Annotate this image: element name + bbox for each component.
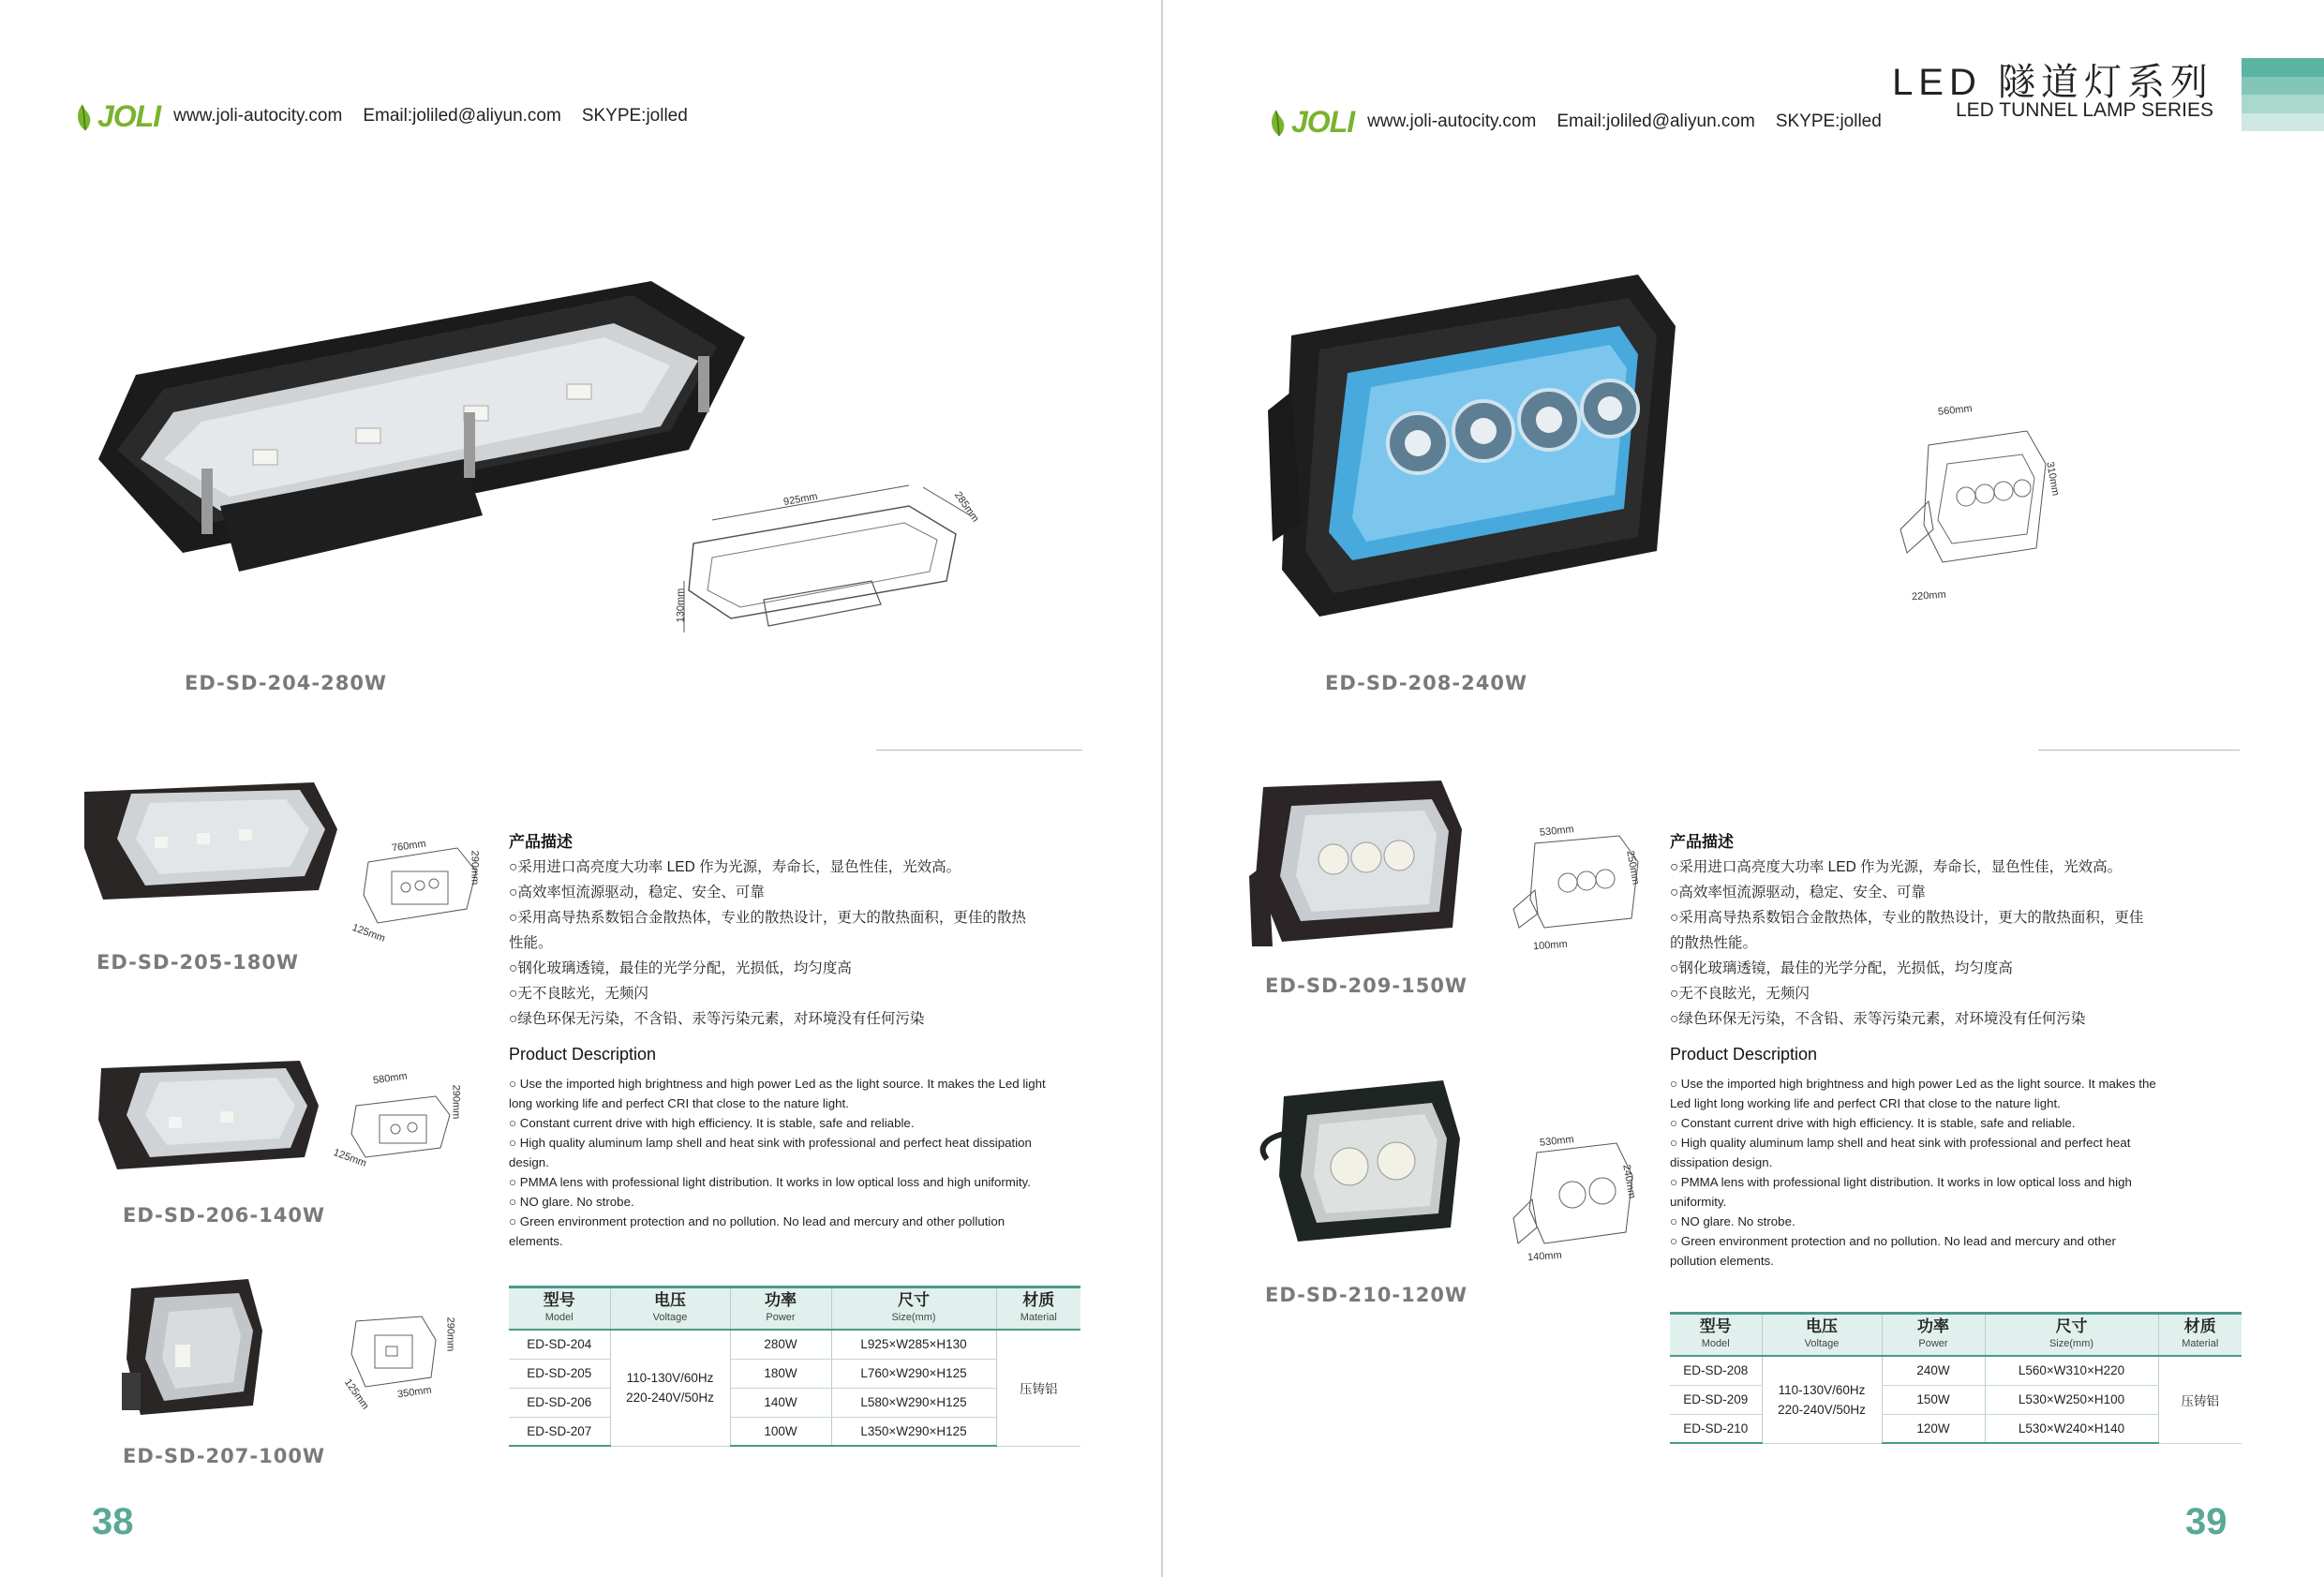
website-link[interactable]: www.joli-autocity.com [173,106,343,126]
dim-label: 125mm [332,1147,368,1169]
color-stripes [2242,58,2324,131]
dim-label: 220mm [1911,588,1947,603]
model-label-ed-sd-204: ED-SD-204-280W [185,672,388,694]
dim-label: 140mm [1527,1249,1563,1264]
dim-label: 125mm [341,1376,371,1412]
cell-power: 150W [1882,1385,1985,1414]
cell-size: L580×W290×H125 [831,1388,996,1417]
series-title: LED 隧道灯系列 [1892,62,2213,103]
model-label-ed-sd-207: ED-SD-207-100W [123,1445,326,1467]
product-photo-ed-sd-206 [94,1049,319,1171]
desc-cn-line: ○绿色环保无污染，不含铅、汞等污染元素，对环境没有任何污染 [1670,1011,2086,1027]
cell-size: L530×W240×H140 [1985,1414,2158,1443]
header [73,97,708,135]
desc-en-line: design. [509,1155,549,1169]
dim-label: 560mm [1937,403,1974,418]
dim-label: 100mm [1532,938,1569,953]
cell-power: 120W [1882,1414,1985,1443]
table-row [509,1417,1080,1446]
desc-en-line: ○ Green environment protection and no pollution. No lead and mercury and other [1670,1234,2116,1248]
desc-cn-line: ○绿色环保无污染，不含铅、汞等污染元素，对环境没有任何污染 [509,1011,925,1027]
desc-en-line: ○ Constant current drive with high efficiency. It is stable, safe and reliable. [509,1116,915,1130]
model-label-ed-sd-206: ED-SD-206-140W [123,1204,326,1227]
cell-size: L560×W310×H220 [1985,1356,2158,1385]
desc-cn-line: 的散热性能。 [1670,935,1758,951]
cell-size: L925×W285×H130 [831,1330,996,1359]
table-row [1670,1385,2242,1414]
dim-label: 530mm [1539,824,1575,839]
divider [2038,750,2240,751]
email-link[interactable]: Email:joliled@aliyun.com [1557,112,1755,131]
page-number: 38 [92,1501,134,1542]
cell-power: 100W [730,1417,831,1446]
desc-en-line: elements. [509,1234,563,1248]
cell-model: ED-SD-204 [509,1330,610,1359]
col-header-power: 功率 Power [1882,1314,1985,1357]
product-photo-ed-sd-205 [80,773,342,904]
email-link[interactable]: Email:joliled@aliyun.com [363,106,561,126]
divider [876,750,1082,751]
col-header-material: 材质 Material [996,1287,1080,1331]
desc-cn-line: ○高效率恒流源驱动，稳定、安全、可靠 [509,885,765,900]
product-photo-ed-sd-208 [1263,270,1676,626]
model-label-ed-sd-208: ED-SD-208-240W [1325,672,1528,694]
leaf-icon [1267,106,1291,138]
desc-en-line: ○ NO glare. No strobe. [509,1195,634,1209]
desc-en-line: Led light long working life and perfect CRI that close to the nature light. [1670,1096,2061,1110]
dim-label: 125mm [350,922,387,945]
desc-en-line: long working life and perfect CRI that close to the nature light. [509,1096,849,1110]
desc-en-line: ○ Use the imported high brightness and high power Led as the light source. It makes the [1670,1077,2156,1091]
cell-size: L530×W250×H100 [1985,1385,2158,1414]
desc-en-title: Product Description [509,1045,657,1064]
desc-en-line: ○ Green environment protection and no pollution. No lead and mercury and other pollution [509,1214,1006,1228]
col-header-material: 材质 Material [2158,1314,2242,1357]
product-photo-ed-sd-209 [1244,773,1469,956]
skype-id: SKYPE:jolled [581,106,688,126]
model-label-ed-sd-210: ED-SD-210-120W [1265,1284,1468,1306]
website-link[interactable]: www.joli-autocity.com [1367,112,1537,131]
cell-size: L760×W290×H125 [831,1359,996,1388]
leaf-icon [73,100,97,132]
dim-label: 290mm [450,1084,462,1120]
col-header-size: 尺寸 Size(mm) [831,1287,996,1331]
joli-logo [73,99,160,134]
desc-cn-line: ○高效率恒流源驱动，稳定、安全、可靠 [1670,885,1926,900]
desc-cn-line: ○无不良眩光，无频闪 [509,986,648,1002]
cell-power: 180W [730,1359,831,1388]
desc-cn-title: 产品描述 [509,833,573,851]
table-row [509,1388,1080,1417]
desc-en-line: ○ High quality aluminum lamp shell and heat sink with professional and perfect heat [1670,1136,2131,1150]
table-row [509,1330,1080,1359]
dim-label: 580mm [372,1070,409,1087]
desc-en-line: ○ High quality aluminum lamp shell and heat sink with professional and perfect heat dissipation [509,1136,1032,1150]
desc-cn-line: 性能。 [509,935,553,951]
drawing-ed-sd-208 [1896,412,2064,590]
cell-power: 240W [1882,1356,1985,1385]
desc-en-line: uniformity. [1670,1195,1727,1209]
desc-cn-line: ○钢化玻璃透镜，最佳的光学分配，光损低，均匀度高 [509,960,852,976]
dim-label: 130mm [675,588,687,623]
cell-material: 压铸铝 [2158,1356,2242,1443]
cell-model: ED-SD-206 [509,1388,610,1417]
series-subtitle: LED TUNNEL LAMP SERIES [1955,99,2213,121]
dim-label: 285mm [951,489,981,525]
dim-label: 350mm [396,1384,433,1401]
desc-en-line: ○ PMMA lens with professional light distribution. It works in low optical loss and high uniformity. [509,1175,1031,1189]
dim-label: 310mm [2044,460,2062,498]
desc-cn-line: ○采用高导热系数铝合金散热体，专业的散热设计，更大的散热面积，更佳 [1670,910,2144,926]
model-label-ed-sd-205: ED-SD-205-180W [97,951,300,974]
col-header-voltage: 电压 Voltage [610,1287,730,1331]
desc-cn-line: ○采用高导热系数铝合金散热体，专业的散热设计，更大的散热面积，更佳的散热 [509,910,1026,926]
desc-cn-line: ○采用进口高亮度大功率 LED 作为光源，寿命长，显色性佳，光效高。 [509,859,961,875]
drawing-ed-sd-204 [675,478,984,637]
cell-size: L350×W290×H125 [831,1417,996,1446]
dim-label: 250mm [1624,849,1642,886]
table-row [1670,1356,2242,1385]
desc-cn-title: 产品描述 [1670,833,1734,851]
cell-voltage: 110-130V/60Hz 220-240V/50Hz [1762,1356,1882,1443]
desc-cn-line: ○无不良眩光，无频闪 [1670,986,1810,1002]
drawing-ed-sd-210 [1509,1138,1649,1260]
desc-en-title: Product Description [1670,1045,1818,1064]
model-label-ed-sd-209: ED-SD-209-150W [1265,974,1468,997]
dim-label: 240mm [1620,1163,1638,1200]
col-header-model: 型号 Model [1670,1314,1762,1357]
cell-voltage: 110-130V/60Hz 220-240V/50Hz [610,1330,730,1446]
dim-label: 760mm [391,838,427,855]
desc-en-line: ○ PMMA lens with professional light distribution. It works in low optical loss and high [1670,1175,2132,1189]
drawing-ed-sd-209 [1512,825,1652,946]
page-number: 39 [2185,1501,2227,1542]
product-photo-ed-sd-210 [1256,1073,1462,1251]
desc-en-line: pollution elements. [1670,1254,1774,1268]
desc-cn-line: ○钢化玻璃透镜，最佳的光学分配，光损低，均匀度高 [1670,960,2013,976]
cell-model: ED-SD-210 [1670,1414,1762,1443]
dim-label: 530mm [1539,1134,1575,1149]
col-header-model: 型号 Model [509,1287,610,1331]
cell-model: ED-SD-209 [1670,1385,1762,1414]
dim-label: 290mm [444,1317,456,1352]
cell-material: 压铸铝 [996,1330,1080,1446]
desc-cn-line: ○采用进口高亮度大功率 LED 作为光源，寿命长，显色性佳，光效高。 [1670,859,2123,875]
cell-power: 140W [730,1388,831,1417]
cell-power: 280W [730,1330,831,1359]
table-row [1670,1414,2242,1443]
spec-table [509,1286,1080,1447]
desc-en-line: dissipation design. [1670,1155,1773,1169]
spec-table [1670,1312,2242,1444]
cell-model: ED-SD-207 [509,1417,610,1446]
col-header-size: 尺寸 Size(mm) [1985,1314,2158,1357]
desc-en-line: ○ NO glare. No strobe. [1670,1214,1795,1228]
dim-label: 925mm [782,490,819,509]
logo-text: JOLI [97,98,161,133]
col-header-voltage: 电压 Voltage [1762,1314,1882,1357]
dim-label: 290mm [469,850,481,885]
header [1267,103,1902,141]
product-photo-ed-sd-204 [89,272,754,581]
desc-en-line: ○ Constant current drive with high efficiency. It is stable, safe and reliable. [1670,1116,2076,1130]
col-header-power: 功率 Power [730,1287,831,1331]
cell-model: ED-SD-208 [1670,1356,1762,1385]
cell-model: ED-SD-205 [509,1359,610,1388]
skype-id: SKYPE:jolled [1775,112,1882,131]
drawing-ed-sd-205 [354,839,485,932]
logo-text: JOLI [1291,104,1355,139]
table-row [509,1359,1080,1388]
joli-logo [1267,105,1354,140]
desc-en-line: ○ Use the imported high brightness and high power Led as the light source. It makes the Led light [509,1077,1046,1091]
drawing-ed-sd-206 [347,1084,462,1162]
product-photo-ed-sd-207 [117,1274,267,1424]
right-page [1162,0,2324,1577]
